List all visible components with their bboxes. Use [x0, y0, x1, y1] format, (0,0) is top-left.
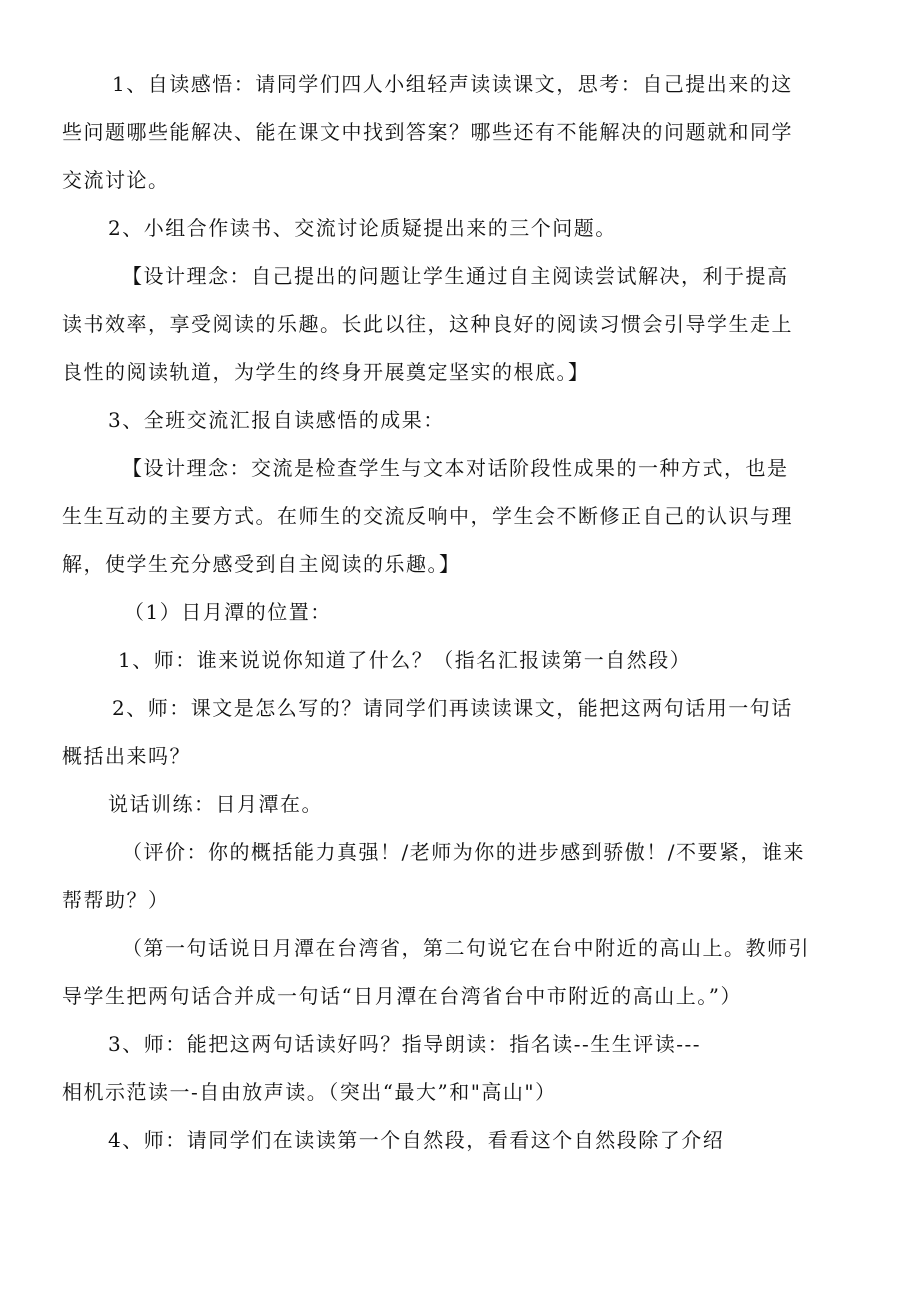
paragraph-1-line-1: 1、自读感悟：请同学们四人小组轻声读读课文，思考：自己提出来的这: [112, 72, 793, 96]
step-4-line-1: 4、师：请同学们在读读第一个自然段，看看这个自然段除了介绍: [108, 1128, 725, 1152]
paragraph-1-line-3: 交流讨论。: [62, 168, 170, 192]
design-note-1-line-3: 良性的阅读轨道，为学生的终身开展奠定坚实的根底。】: [62, 360, 590, 384]
step-2-line-2: 概括出来吗？: [62, 744, 191, 768]
speaking-practice: 说话训练：日月潭在。: [108, 792, 323, 816]
design-note-2-line-1: 【设计理念：交流是检查学生与文本对话阶段性成果的一种方式，也是: [122, 456, 789, 480]
paragraph-1-line-2: 些问题哪些能解决、能在课文中找到答案？哪些还有不能解决的问题就和同学: [62, 120, 793, 144]
step-3-line-1: 3、师：能把这两句话读好吗？指导朗读：指名读--生生评读---: [108, 1032, 702, 1056]
note-line-2: 导学生把两句话合并成一句话“日月潭在台湾省台中市附近的高山上。”）: [62, 984, 742, 1008]
paragraph-3-line-1: 3、全班交流汇报自读感悟的成果：: [108, 408, 445, 432]
evaluation-line-2: 帮帮助？）: [62, 888, 170, 912]
paragraph-2-line-1: 2、小组合作读书、交流讨论质疑提出来的三个问题。: [108, 216, 617, 240]
note-line-1: （第一句话说日月潭在台湾省，第二句说它在台中附近的高山上。教师引: [122, 936, 810, 960]
step-1-line-1: 1、师：谁来说说你知道了什么？（指名汇报读第一自然段）: [118, 648, 692, 672]
design-note-2-line-3: 解，使学生充分感受到自主阅读的乐趣。】: [62, 552, 461, 576]
design-note-2-line-2: 生生互动的主要方式。在师生的交流反响中，学生会不断修正自己的认识与理: [62, 504, 793, 528]
evaluation-line-1: （评价：你的概括能力真强！/老师为你的进步感到骄傲！/不要紧，谁来: [122, 840, 805, 864]
design-note-1-line-1: 【设计理念：自己提出的问题让学生通过自主阅读尝试解决，利于提高: [122, 264, 789, 288]
step-3-line-2: 相机示范读一-自由放声读。（突出“最大”和"高山"）: [62, 1080, 557, 1104]
design-note-1-line-2: 读书效率，享受阅读的乐趣。长此以往，这种良好的阅读习惯会引导学生走上: [62, 312, 793, 336]
step-2-line-1: 2、师：课文是怎么写的？请同学们再读读课文，能把这两句话用一句话: [112, 696, 793, 720]
section-heading-location: （1）日月潭的位置：: [124, 600, 332, 624]
